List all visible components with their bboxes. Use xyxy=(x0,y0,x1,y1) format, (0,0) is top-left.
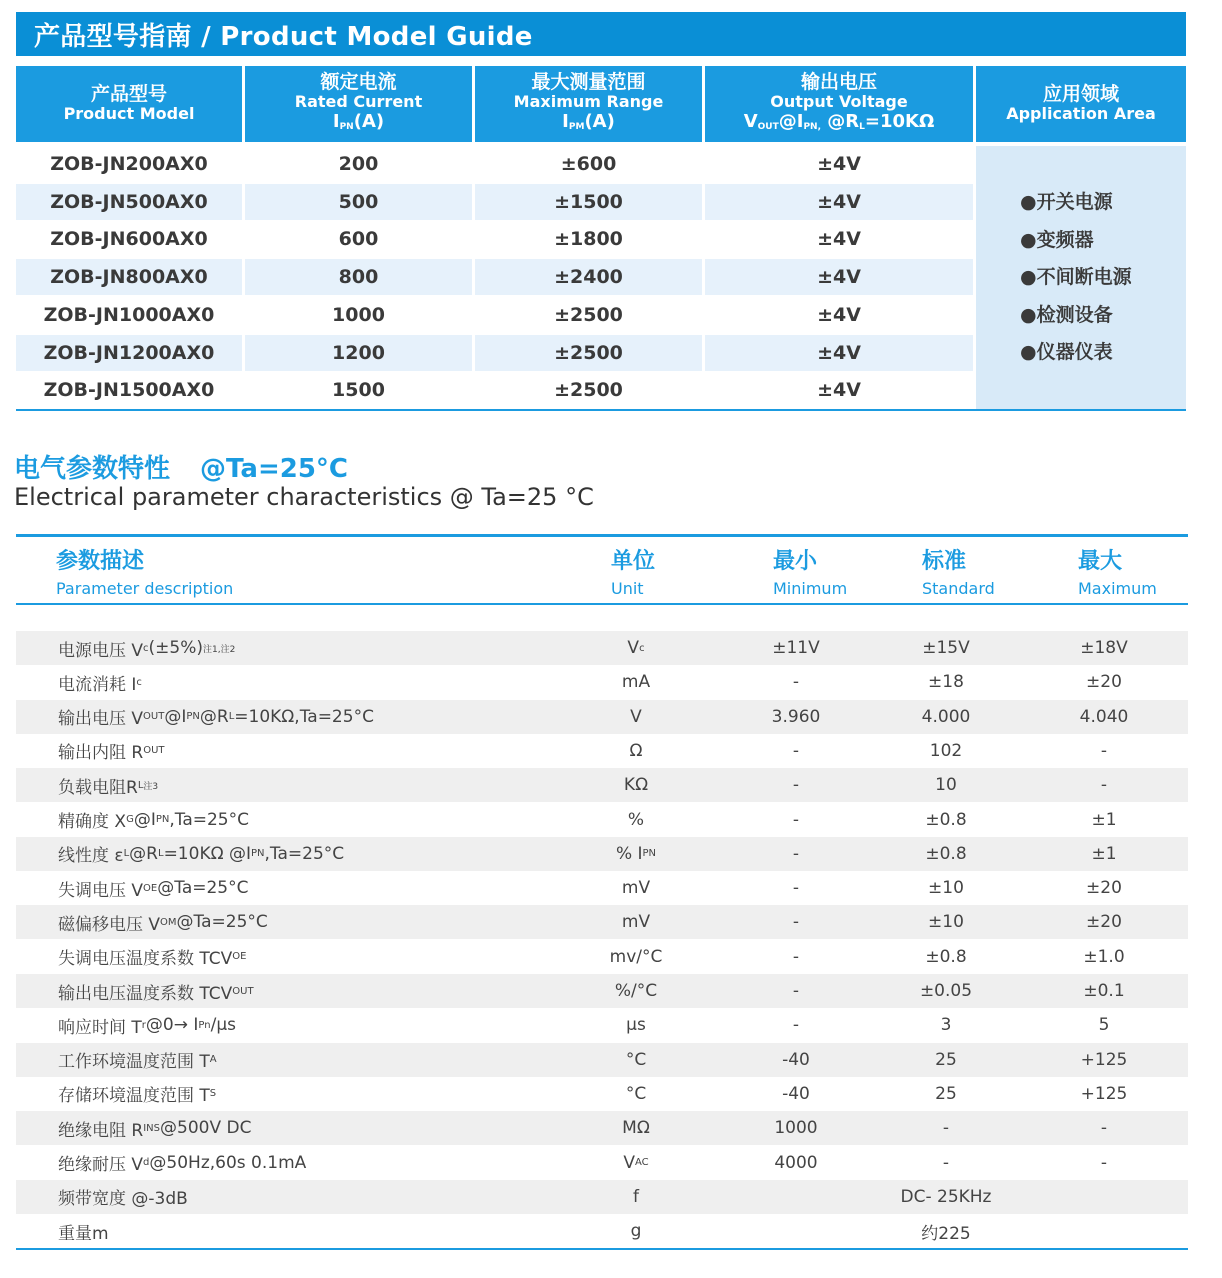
standard-cell: ±10 xyxy=(928,912,964,933)
param-text: 线性度 ε xyxy=(58,846,124,867)
product-row xyxy=(16,335,974,371)
header-min-zh: 最小 xyxy=(773,549,818,574)
param-subscript: L xyxy=(137,779,144,791)
product-cell-vout: ±4V xyxy=(705,335,973,371)
param-text: @R xyxy=(199,706,229,727)
param-subscript: PN xyxy=(251,848,265,860)
product-cell-current: 1200 xyxy=(245,335,472,371)
header-max-zh: 最大 xyxy=(1078,549,1123,574)
standard-cell: ±15V xyxy=(922,638,970,658)
header-vout-symbol xyxy=(744,112,935,137)
param-text: 负载电阻R xyxy=(58,777,138,798)
maximum-cell: - xyxy=(1100,1152,1108,1173)
param-text: @I xyxy=(133,809,156,830)
unit-text: V xyxy=(630,706,642,727)
unit-cell xyxy=(576,803,696,837)
product-row xyxy=(16,184,974,220)
unit-text: °C xyxy=(625,1049,647,1070)
unit-text: MΩ xyxy=(622,1118,650,1139)
product-cell-model: ZOB-JN800AX0 xyxy=(16,259,242,295)
standard-cell: ±18 xyxy=(928,672,964,693)
minimum-cell: - xyxy=(792,740,800,761)
maximum-cell: ±20 xyxy=(1086,878,1122,899)
param-subscript: OE xyxy=(232,951,247,963)
param-text: 电流消耗 I xyxy=(58,674,137,695)
unit-text: mV xyxy=(621,912,651,933)
maximum-cell: +125 xyxy=(1080,1049,1128,1070)
maximum-cell: ±20 xyxy=(1086,672,1122,693)
standard-cell: 102 xyxy=(929,740,963,761)
unit-text: mv/°C xyxy=(609,946,663,967)
parameter-description xyxy=(58,803,249,837)
product-cell-vout: ±4V xyxy=(705,259,973,295)
product-cell-range: ±2500 xyxy=(554,303,623,326)
vout-at1: @I xyxy=(778,110,804,132)
header-param-zh: 参数描述 xyxy=(56,549,145,574)
product-row xyxy=(16,259,974,295)
application-area-cell xyxy=(976,146,1186,410)
header-vout-en: Output Voltage xyxy=(770,91,908,111)
standard-cell: ±10 xyxy=(928,878,964,899)
merged-value-cell: 约225 xyxy=(921,1223,971,1244)
product-cell-range: ±2400 xyxy=(475,259,702,295)
header-app-zh: 应用领域 xyxy=(1042,83,1119,105)
standard-cell: ±0.8 xyxy=(925,843,967,864)
vout-i-sub: PN, xyxy=(803,121,822,132)
unit-text: %/°C xyxy=(614,981,658,1001)
unit-cell xyxy=(576,1180,696,1214)
parameter-row xyxy=(16,1043,1188,1077)
maximum-cell: ±0.1 xyxy=(1083,981,1125,1001)
param-text: 绝缘电阻 R xyxy=(58,1120,144,1141)
unit-text: f xyxy=(633,1186,639,1207)
param-subscript: d xyxy=(143,1157,150,1168)
current-unit: (A) xyxy=(353,110,385,132)
param-text: @Ta=25°C xyxy=(176,912,268,933)
unit-cell xyxy=(576,974,696,1008)
param-text: @500V DC xyxy=(160,1118,252,1139)
parameter-description xyxy=(58,1146,306,1180)
param-text: 存储环境温度范围 T xyxy=(58,1086,210,1107)
param-text: 重量m xyxy=(58,1223,109,1244)
param-text: @I xyxy=(164,706,187,727)
minimum-cell: -40 xyxy=(782,1083,810,1104)
maximum-cell: ±1 xyxy=(1091,843,1117,864)
param-text: =10KΩ,Ta=25°C xyxy=(234,706,374,727)
guide-title-banner xyxy=(16,12,1186,56)
merged-value-cell: DC- 25KHz xyxy=(900,1186,992,1207)
parameter-row xyxy=(16,974,1188,1008)
param-text: 输出电压温度系数 TCV xyxy=(58,983,233,1004)
minimum-cell: - xyxy=(792,843,800,864)
product-row xyxy=(16,221,974,257)
header-model-en: Product Model xyxy=(63,104,195,123)
header-max-en: Maximum xyxy=(1078,579,1157,598)
guide-title: 产品型号指南 / Product Model Guide xyxy=(34,21,533,52)
header-range-en: Maximum Range xyxy=(513,91,664,111)
unit-text: Ω xyxy=(629,740,643,761)
unit-cell xyxy=(576,837,696,871)
param-text: =10KΩ @I xyxy=(163,843,251,864)
electrical-table-header-rule xyxy=(16,603,1188,605)
param-text: @R xyxy=(129,843,158,864)
unit-text: V xyxy=(623,1152,635,1173)
param-subscript: A xyxy=(209,1054,217,1066)
maximum-cell: +125 xyxy=(1080,1083,1128,1104)
unit-cell xyxy=(576,631,696,665)
current-sym: I xyxy=(332,110,340,132)
param-text: @50Hz,60s 0.1mA xyxy=(149,1152,307,1173)
header-model-zh: 产品型号 xyxy=(90,83,167,105)
maximum-cell: - xyxy=(1100,1118,1108,1139)
application-item: ●开关电源 xyxy=(1020,191,1113,214)
unit-text: mV xyxy=(621,878,651,899)
unit-cell xyxy=(576,1008,696,1042)
application-item: ●不间断电源 xyxy=(1020,266,1132,289)
param-note: 注3 xyxy=(143,781,159,792)
unit-text: % I xyxy=(615,843,643,864)
product-cell-model: ZOB-JN1500AX0 xyxy=(43,379,215,402)
product-cell-range: ±1500 xyxy=(475,184,702,220)
minimum-cell: - xyxy=(792,809,800,830)
standard-cell: 25 xyxy=(935,1083,957,1104)
param-text: 精确度 X xyxy=(58,812,127,832)
electrical-title xyxy=(14,448,348,485)
electrical-title-condition: @Ta=25°C xyxy=(200,454,348,484)
product-cell-vout: ±4V xyxy=(817,228,861,251)
vout-v: V xyxy=(743,110,758,132)
application-item: ●检测设备 xyxy=(1020,303,1113,326)
parameter-description xyxy=(58,905,268,939)
param-subscript: OM xyxy=(160,916,177,928)
maximum-cell: - xyxy=(1100,775,1108,796)
standard-cell: 4.000 xyxy=(921,706,971,727)
unit-cell xyxy=(576,665,696,699)
parameter-row xyxy=(16,803,1188,837)
range-sym: I xyxy=(562,110,569,132)
header-unit-zh: 单位 xyxy=(611,549,656,574)
header-current-en: Rated Current xyxy=(294,91,423,111)
parameter-description xyxy=(58,940,247,974)
parameter-description xyxy=(58,1043,217,1077)
param-text: 输出电压 V xyxy=(58,709,144,730)
header-application-area xyxy=(976,66,1186,142)
param-subscript: PN xyxy=(155,814,170,825)
header-parameter xyxy=(56,544,233,598)
range-unit: (A) xyxy=(584,110,615,132)
parameter-row xyxy=(16,1111,1188,1145)
standard-cell: ±0.05 xyxy=(919,981,973,1001)
minimum-cell: 4000 xyxy=(774,1152,818,1173)
minimum-cell: - xyxy=(792,1015,800,1036)
product-cell-current: 1000 xyxy=(332,303,385,326)
electrical-table-header xyxy=(16,540,1188,602)
param-text: 失调电压 V xyxy=(58,880,144,901)
param-note: 注1,注2 xyxy=(203,644,236,655)
param-text: 磁偏移电压 V xyxy=(58,914,161,935)
minimum-cell: - xyxy=(792,878,800,899)
header-std-zh: 标准 xyxy=(922,549,967,574)
parameter-description xyxy=(58,700,374,734)
param-subscript: OUT xyxy=(143,711,165,723)
product-cell-model: ZOB-JN600AX0 xyxy=(50,228,208,251)
header-maximum-range xyxy=(475,66,702,142)
unit-text: V xyxy=(627,638,640,658)
param-subscript: G xyxy=(126,814,134,825)
unit-subscript: AC xyxy=(634,1157,649,1168)
parameter-description xyxy=(58,871,248,905)
param-text: 绝缘耐压 V xyxy=(58,1155,144,1175)
param-text: ,Ta=25°C xyxy=(169,809,249,830)
product-cell-model: ZOB-JN1200AX0 xyxy=(16,335,242,371)
product-cell-range: ±2500 xyxy=(554,379,623,402)
current-sub: PN xyxy=(339,121,354,132)
parameter-description xyxy=(58,1111,251,1145)
standard-cell: ±0.8 xyxy=(925,946,967,967)
unit-cell xyxy=(576,1111,696,1145)
unit-cell xyxy=(576,1043,696,1077)
param-subscript: Pn xyxy=(198,1019,211,1031)
parameter-row xyxy=(16,665,1188,699)
electrical-subtitle: Electrical parameter characteristics @ Ta=25 °C xyxy=(14,483,594,511)
maximum-cell: ±20 xyxy=(1086,912,1122,933)
parameter-row xyxy=(16,1077,1188,1111)
parameter-row xyxy=(16,734,1188,768)
minimum-cell: - xyxy=(792,946,800,967)
param-text: @0→ I xyxy=(145,1015,199,1036)
minimum-cell: - xyxy=(792,672,800,693)
parameter-row xyxy=(16,837,1188,871)
minimum-cell: 3.960 xyxy=(771,706,821,727)
minimum-cell: ±11V xyxy=(772,638,820,658)
param-subscript: c xyxy=(136,676,142,688)
maximum-cell: ±1.0 xyxy=(1083,946,1125,967)
unit-text: μs xyxy=(626,1015,646,1036)
product-cell-model: ZOB-JN200AX0 xyxy=(50,153,208,175)
parameter-description xyxy=(58,665,142,699)
parameter-description xyxy=(58,631,235,665)
param-text: @Ta=25°C xyxy=(157,878,249,899)
param-subscript: S xyxy=(209,1088,217,1100)
product-cell-vout: ±4V xyxy=(817,379,861,402)
header-maximum xyxy=(1078,544,1157,598)
header-current-zh: 额定电流 xyxy=(320,70,397,93)
parameter-row xyxy=(16,631,1188,665)
parameter-row xyxy=(16,940,1188,974)
param-subscript: L xyxy=(228,711,235,723)
unit-text: mA xyxy=(621,672,651,693)
application-item: ●变频器 xyxy=(1020,228,1094,251)
product-model-table xyxy=(16,66,1186,411)
parameter-row xyxy=(16,768,1188,802)
header-vout-zh: 输出电压 xyxy=(800,70,877,93)
vout-tail: =10KΩ xyxy=(864,110,935,132)
parameter-row xyxy=(16,1180,1188,1214)
parameter-description xyxy=(58,768,158,802)
product-cell-current: 600 xyxy=(338,228,379,251)
product-cell-range: ±1800 xyxy=(554,228,623,251)
unit-text: % xyxy=(627,809,645,830)
maximum-cell: 5 xyxy=(1098,1015,1110,1036)
standard-cell: 10 xyxy=(935,775,957,796)
param-subscript: c xyxy=(143,642,149,654)
unit-cell xyxy=(576,1077,696,1111)
header-unit-en: Unit xyxy=(611,579,644,598)
minimum-cell: -40 xyxy=(782,1049,810,1070)
unit-cell xyxy=(576,905,696,939)
parameter-row xyxy=(16,905,1188,939)
parameter-description xyxy=(58,837,344,871)
header-minimum xyxy=(773,544,847,598)
product-cell-vout: ±4V xyxy=(705,184,973,220)
product-cell-current: 500 xyxy=(245,184,472,220)
parameter-row xyxy=(16,1214,1188,1248)
standard-cell: - xyxy=(942,1152,950,1173)
product-cell-range: ±2500 xyxy=(475,335,702,371)
minimum-cell: 1000 xyxy=(774,1118,818,1139)
maximum-cell: ±1 xyxy=(1091,809,1117,830)
standard-cell: ±0.8 xyxy=(925,809,967,830)
parameter-row xyxy=(16,1146,1188,1180)
unit-cell xyxy=(576,1146,696,1180)
product-row xyxy=(16,146,974,182)
header-standard xyxy=(922,544,995,598)
param-text: 响应时间 T xyxy=(58,1017,142,1038)
product-row xyxy=(16,297,974,333)
param-text: 电源电压 V xyxy=(58,640,144,661)
param-subscript: OE xyxy=(143,882,158,894)
unit-text: °C xyxy=(625,1083,647,1104)
param-text: 工作环境温度范围 T xyxy=(58,1052,210,1073)
product-cell-vout: ±4V xyxy=(817,153,861,175)
param-text: (±5%) xyxy=(148,638,204,658)
param-text: 输出内阻 R xyxy=(58,743,144,764)
parameter-description xyxy=(58,1180,188,1214)
unit-subscript: c xyxy=(639,642,645,654)
product-cell-current: 200 xyxy=(338,153,379,175)
unit-cell xyxy=(576,768,696,802)
header-app-en: Application Area xyxy=(1006,104,1156,123)
electrical-table-top-rule xyxy=(16,534,1188,537)
param-text: ,Ta=25°C xyxy=(264,843,345,864)
product-cell-model: ZOB-JN1000AX0 xyxy=(43,303,215,326)
product-cell-current: 1500 xyxy=(332,379,385,402)
parameter-row xyxy=(16,700,1188,734)
header-output-voltage xyxy=(705,66,973,142)
unit-cell xyxy=(576,940,696,974)
electrical-table-bottom-rule xyxy=(16,1248,1188,1250)
header-unit xyxy=(611,544,655,598)
product-cell-current: 800 xyxy=(245,259,472,295)
param-subscript: PN xyxy=(186,711,200,723)
unit-cell xyxy=(576,700,696,734)
parameter-description xyxy=(58,1008,236,1042)
product-table-header xyxy=(16,66,1186,144)
param-text: 频带宽度 @-3dB xyxy=(58,1189,188,1210)
unit-cell xyxy=(576,1214,696,1248)
range-sub: PM xyxy=(568,121,585,132)
header-current-symbol xyxy=(333,112,384,137)
product-cell-model: ZOB-JN500AX0 xyxy=(16,184,242,220)
header-range-zh: 最大测量范围 xyxy=(531,70,646,93)
product-cell-vout: ±4V xyxy=(817,303,861,326)
param-subscript: r xyxy=(141,1019,146,1031)
param-subscript: OUT xyxy=(232,985,254,997)
parameter-description xyxy=(58,1077,216,1111)
unit-cell xyxy=(576,734,696,768)
parameter-description xyxy=(58,1214,109,1248)
maximum-cell: ±18V xyxy=(1080,638,1128,658)
minimum-cell: - xyxy=(792,912,800,933)
parameter-row xyxy=(16,1008,1188,1042)
header-param-en: Parameter description xyxy=(56,579,234,598)
standard-cell: 3 xyxy=(940,1015,952,1036)
maximum-cell: - xyxy=(1100,740,1108,761)
vout-r-sub: L xyxy=(859,121,865,132)
unit-cell xyxy=(576,871,696,905)
product-row xyxy=(16,372,974,408)
minimum-cell: - xyxy=(792,981,800,1001)
minimum-cell: - xyxy=(792,775,800,796)
parameter-row xyxy=(16,871,1188,905)
header-range-symbol xyxy=(562,112,615,137)
param-subscript: INS xyxy=(143,1122,160,1134)
param-text: 失调电压温度系数 TCV xyxy=(58,949,233,970)
header-std-en: Standard xyxy=(922,579,995,598)
vout-v-sub: OUT xyxy=(757,121,779,132)
param-subscript: OUT xyxy=(143,745,165,757)
unit-text: KΩ xyxy=(623,775,649,796)
param-text: /μs xyxy=(210,1015,237,1036)
param-subscript: L xyxy=(157,848,164,860)
product-table-bottom-rule xyxy=(16,409,1186,411)
parameter-description xyxy=(58,734,165,768)
electrical-title-zh: 电气参数特性 xyxy=(14,454,171,484)
header-product-model xyxy=(16,66,242,142)
param-subscript: L xyxy=(123,848,130,860)
header-min-en: Minimum xyxy=(773,579,848,598)
unit-subscript: PN xyxy=(642,848,657,860)
application-item: ●仪器仪表 xyxy=(1020,341,1113,364)
header-rated-current xyxy=(245,66,472,142)
standard-cell: - xyxy=(942,1118,950,1139)
parameter-description xyxy=(58,974,254,1008)
unit-text: g xyxy=(630,1221,642,1242)
product-cell-range: ±600 xyxy=(560,153,617,175)
vout-at2: @R xyxy=(821,110,860,132)
maximum-cell: 4.040 xyxy=(1079,706,1129,727)
standard-cell: 25 xyxy=(935,1049,957,1070)
